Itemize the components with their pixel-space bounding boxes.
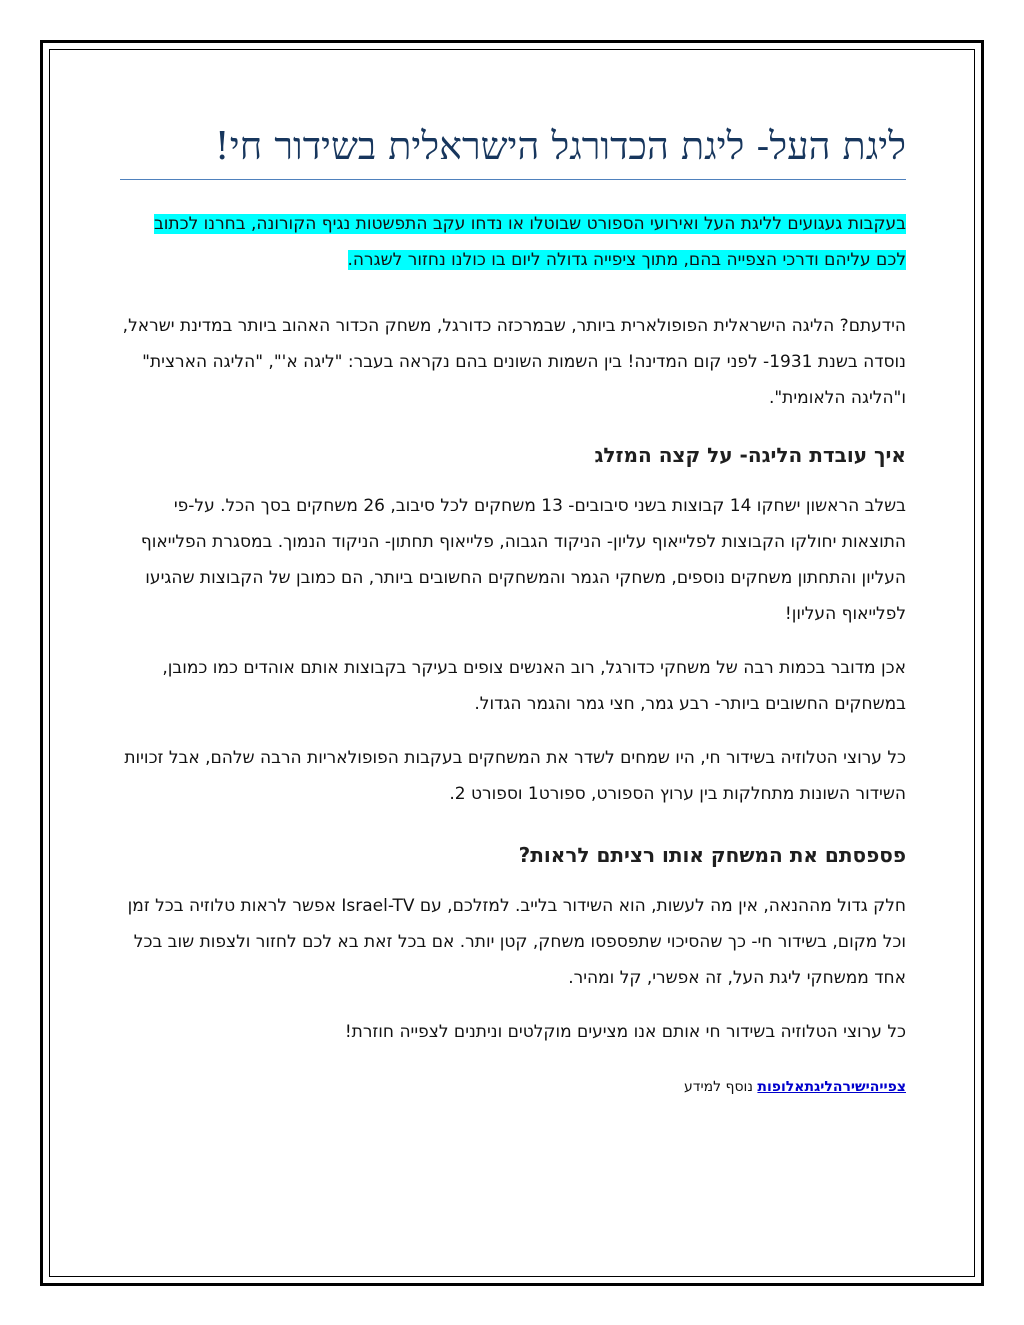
footer-more-info — [120, 1076, 906, 1098]
did-you-know-paragraph: הידעתם? הליגה הישראלית הפופולארית ביותר, שבמרכזה כדורגל, משחק הכדור האהוב ביותר במדינת ישראל, נוסדה בשנת 1931- לפני קום המדינה! בין השמות השונים בהם נקראה בעבר: "ליגה א'", "הליגה הארצית" ו"הליגה הלאומית". — [122, 316, 906, 409]
section2-paragraph-2: כל ערוצי הטלוזיה בשידור חי אותם אנו מציעים מוקלטים וניתנים לצפייה חוזרת! — [344, 1022, 906, 1043]
section1-paragraph-3: כל ערוצי הטלוזיה בשידור חי, היו שמחים לשדר את המשחקים בעקבות הפופולאריות הרבה שלהם, אבל זכויות השידור השונות מתחלקות בין ערוץ הספורט, ספורט1 וספורט 2. — [124, 748, 906, 805]
document-content — [120, 100, 906, 1098]
section-heading-missed-game: פספסתם את המשחק אותו רציתם לראות? — [518, 843, 906, 868]
section2-paragraph-1: חלק גדול מההנאה, אין מה לעשות, הוא השידור בלייב. למזלכם, עם Israel-TV אפשר לראות טלוזיה בכל זמן וכל מקום, בשידור חי- כך שהסיכוי שתפספסו משחק, קטן יותר. אם בכל זאת בא לכם לחזור ולצפות שוב בכל אחד ממשחקי ליגת העל, זה אפשרי, קל ומהיר. — [127, 896, 906, 989]
more-info-suffix: נוסף למידע — [684, 1079, 753, 1096]
intro-highlight-text: בעקבות געגועים לליגת העל ואירועי הספורט שבוטלו או נדחו עקב התפשטות נגיף הקורונה, בחרנו לכתוב לכם עליהם ודרכי הצפייה בהם, מתוך ציפייה גדולה ליום בו כולנו נחזור לשגרה. — [153, 214, 906, 271]
more-info-link[interactable]: צפייהישירהליגתאלופות — [757, 1079, 906, 1096]
section1-paragraph-2: אכן מדובר בכמות רבה של משחקי כדורגל, רוב האנשים צופים בעיקר בקבוצות אותם אוהדים כמו כמובן, במשחקים החשובים ביותר- רבע גמר, חצי גמר והגמר הגדול. — [162, 658, 906, 715]
section-heading-how-league-works: איך עובדת הליגה- על קצה המזלג — [594, 443, 906, 468]
section1-paragraph-1: בשלב הראשון ישחקו 14 קבוצות בשני סיבובים- 13 משחקים לכל סיבוב, 26 משחקים בסך הכל. על-פי התוצאות יחולקו הקבוצות לפלייאוף עליון- הניקוד הגבוה, פלייאוף תחתון- הניקוד הנמוך. במסגרת הפלייאוף העליון והתחתון משחקים נוספים, משחקי הגמר והמשחקים החשובים ביותר, הם כמובן של הקבוצות שהגיעו לפלייאוף העליון! — [140, 496, 906, 625]
intro-highlight-paragraph — [120, 206, 906, 278]
page-title: ליגת העל- ליגת הכדורגל הישראלית בשידור חי! — [120, 100, 906, 180]
